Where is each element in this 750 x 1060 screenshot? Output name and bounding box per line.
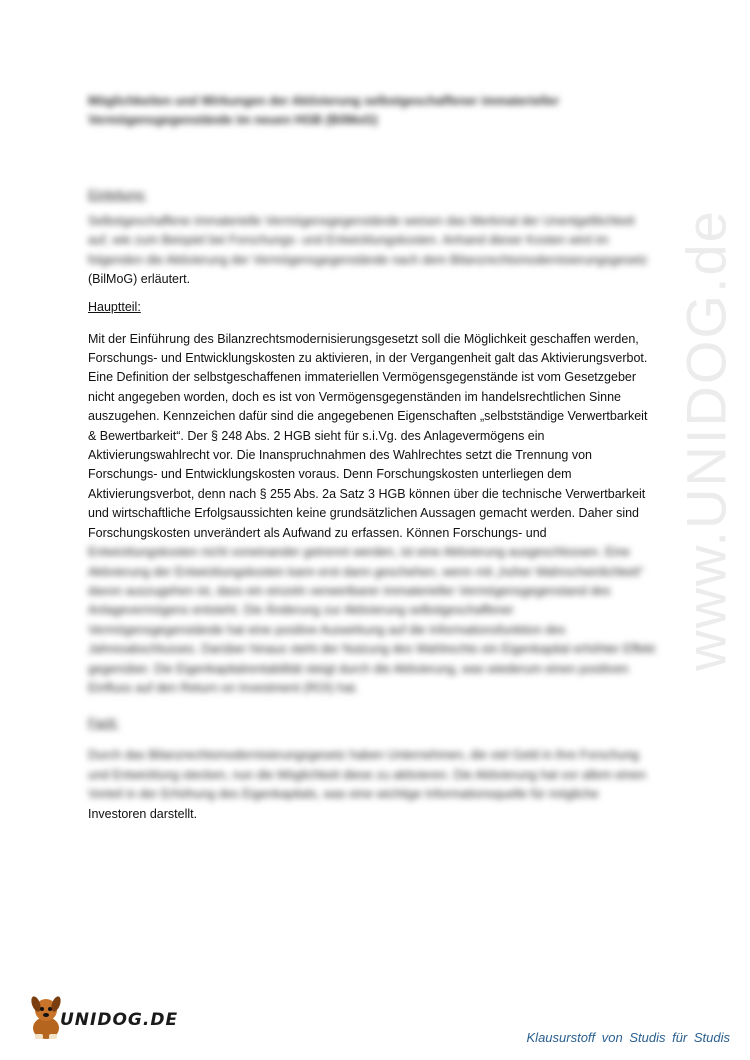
- paragraph-line: Vorteil in der Erhöhung des Eigenkapitals, was eine wichtige Informationsquelle für mögliche: [88, 787, 599, 802]
- paragraph-line: Forschungs- und Entwicklungskosten voraus. Denn Forschungskosten unterliegen dem: [88, 467, 572, 482]
- paragraph-line: Selbstgeschaffene immaterielle Vermögensgegenstände weisen das Merkmal der Unentgeltlichkeit: [88, 214, 635, 228]
- document-content: [88, 92, 668, 824]
- paragraph-einleitung: [88, 212, 668, 290]
- paragraph-line: und wirtschaftliche Erfolgsaussichten keine grundsätzlichen Aussagen gemacht werden. Daher sind: [88, 506, 640, 521]
- paragraph-line: Vermögensgegenstände hat eine positive Auswirkung auf die Informationsfunktion des: [88, 622, 566, 637]
- paragraph-line: auszugehen. Kennzeichen dafür sind die angegebenen Eigenschaften „selbstständige Verwertbarkeit: [88, 409, 648, 424]
- paragraph-line: Jahresabschlusses. Darüber hinaus steht der Nutzung des Wahlrechts ein Eigenkapital erhöhter Effekt: [88, 642, 655, 657]
- footer-slogan: Klausurstoff von Studis für Studis: [526, 1030, 730, 1045]
- heading-einleitung: Einleitung:: [88, 188, 147, 202]
- paragraph-hauptteil: [88, 330, 668, 699]
- paragraph-line: folgenden die Aktivierung der Vermögensgegenstände nach dem Bilanzrechtsmodernisierungsgesetz: [88, 252, 648, 267]
- paragraph-line: und Entwicklung stecken, nun die Möglichkeit diese zu aktivieren. Die Aktivierung hat vor allem einen: [88, 767, 646, 782]
- heading-hauptteil: Hauptteil:: [88, 299, 141, 314]
- paragraph-line: Eine Definition der selbstgeschaffenen immateriellen Vermögensgegenstände ist vom Gesetzgeber: [88, 370, 637, 385]
- paragraph-line: auf, wie zum Beispiel bei Forschungs- und Entwicklungskosten. Anhand dieser Kosten wird im: [88, 233, 609, 248]
- logo-text: UNIDOG.DE: [60, 1010, 179, 1030]
- heading-fazit: Fazit:: [88, 716, 119, 731]
- paragraph-line: Aktivierung der Entwicklungskosten kann erst dann geschehen, wenn mit „hoher Wahrscheinlichkeit“: [88, 564, 644, 579]
- paragraph-line: Investoren darstellt.: [88, 806, 198, 821]
- paragraph-line: (BilMoG) erläutert.: [88, 272, 191, 287]
- paragraph-line: nicht angegeben worden, doch es ist von Vermögensgegenständen im handelsrechtlichen Sinne: [88, 389, 622, 404]
- paragraph-line: Mit der Einführung des Bilanzrechtsmodernisierungsgesetzt soll die Möglichkeit geschaffen werden,: [88, 331, 639, 346]
- paragraph-line: Anlagevermögens entsteht. Die Änderung zur Aktivierung selbstgeschaffener: [88, 603, 514, 618]
- paragraph-line: davon auszugehen ist, dass ein einzeln verwertbarer immaterieller Vermögensgegenstand des: [88, 583, 611, 598]
- watermark: www.UNIDOG.de: [674, 209, 738, 671]
- paragraph-line: & Bewertbarkeit“. Der § 248 Abs. 2 HGB sieht für s.i.Vg. des Anlagevermögens ein: [88, 428, 545, 443]
- document-title: [88, 92, 668, 130]
- paragraph-line: Durch das Bilanzrechtsmodernisierungsgesetz haben Unternehmen, die viel Geld in ihre Forschung: [88, 748, 639, 763]
- paragraph-line: Aktivierungsverbot, denn nach § 255 Abs. 2a Satz 3 HGB können über die technische Verwertbarkeit: [88, 486, 646, 501]
- paragraph-fazit: [88, 746, 668, 824]
- paragraph-line: Aktivierungswahlrecht vor. Die Inanspruchnahmen des Wahlrechtes setzt die Trennung von: [88, 448, 592, 463]
- title-line: Möglichkeiten und Wirkungen der Aktivierung selbstgeschaffener immaterieller: [88, 94, 560, 108]
- title-line: Vermögensgegenstände im neuen HGB (BilMoG): [88, 113, 378, 127]
- unidog-logo: [26, 990, 186, 1050]
- paragraph-line: Entwicklungskosten nicht voneinander getrennt werden, ist eine Aktivierung ausgeschlossen. Eine: [88, 545, 630, 560]
- paragraph-line: gegenüber. Die Eigenkapitalrentabilität steigt durch die Aktivierung, was wiederum einen positiven: [88, 661, 629, 676]
- paragraph-line: Forschungs- und Entwicklungskosten zu aktivieren, in der Vergangenheit galt das Aktivierungsverbot.: [88, 351, 648, 366]
- paragraph-line: Forschungskosten unverändert als Aufwand zu erfassen. Können Forschungs- und: [88, 525, 547, 540]
- paragraph-line: Einfluss auf den Return on Investment (ROI) hat.: [88, 680, 359, 695]
